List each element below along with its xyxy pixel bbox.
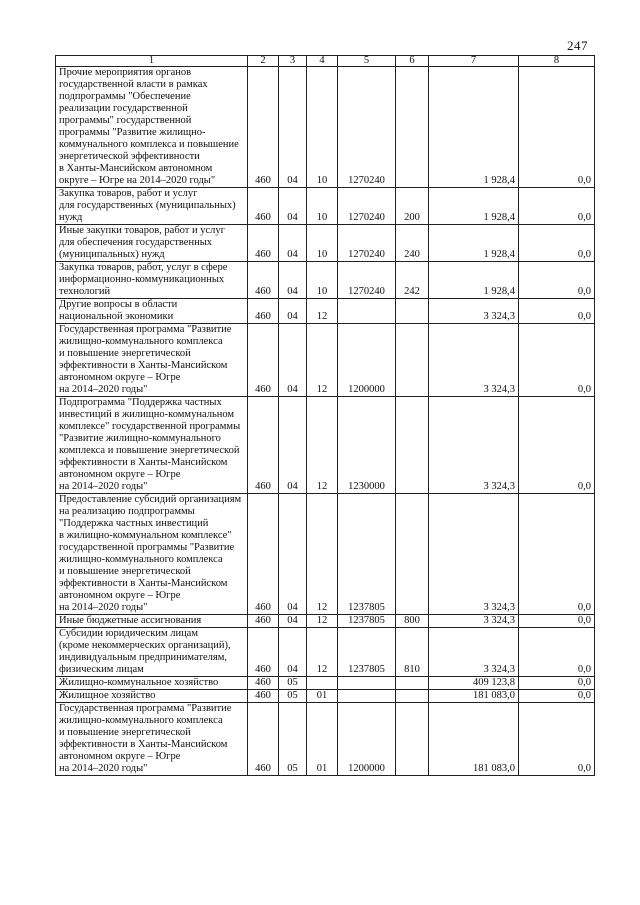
amount-extra: 0,0 xyxy=(577,286,591,297)
item-name-cell xyxy=(56,628,248,677)
section-code: 04 xyxy=(287,212,298,223)
target-article-code-cell xyxy=(338,225,396,262)
amount: 3 324,3 xyxy=(483,384,515,395)
target-article-code-cell xyxy=(338,690,396,703)
table-row xyxy=(56,628,595,677)
target-article-code: 1270240 xyxy=(348,249,385,260)
target-article-code-cell xyxy=(338,677,396,690)
ministry-code-cell xyxy=(248,188,279,225)
target-article-code-cell xyxy=(338,628,396,677)
subsection-code: 10 xyxy=(316,249,328,260)
table-header-row xyxy=(56,56,595,67)
target-article-code-cell xyxy=(338,67,396,188)
amount-extra: 0,0 xyxy=(577,615,591,626)
amount-cell xyxy=(429,628,519,677)
ministry-code-cell xyxy=(248,225,279,262)
expense-type-code-cell xyxy=(396,690,429,703)
item-name-cell xyxy=(56,262,248,299)
amount-extra: 0,0 xyxy=(577,249,591,260)
amount: 3 324,3 xyxy=(483,311,515,322)
target-article-code: 1200000 xyxy=(348,384,385,395)
subsection-code: 01 xyxy=(316,690,328,701)
ministry-code-cell xyxy=(248,262,279,299)
target-article-code: 1270240 xyxy=(348,212,385,223)
section-code: 05 xyxy=(287,763,298,774)
amount: 1 928,4 xyxy=(483,286,515,297)
expense-type-code: 242 xyxy=(404,286,420,297)
column-header: 3 xyxy=(279,56,307,67)
amount: 1 928,4 xyxy=(483,175,515,186)
subsection-code-cell xyxy=(307,324,338,397)
ministry-code: 460 xyxy=(255,615,271,626)
expense-type-code-cell xyxy=(396,677,429,690)
amount-extra: 0,0 xyxy=(577,481,591,492)
target-article-code-cell xyxy=(338,299,396,324)
section-code: 04 xyxy=(287,286,298,297)
section-code-cell xyxy=(279,67,307,188)
section-code-cell xyxy=(279,677,307,690)
subsection-code-cell xyxy=(307,690,338,703)
table-row xyxy=(56,690,595,703)
amount-extra-cell xyxy=(519,615,595,628)
amount-extra-cell xyxy=(519,188,595,225)
item-name: Иные закупки товаров, работ и услуг для обеспечения государственных (муниципальных) нужд xyxy=(59,225,225,260)
expense-type-code-cell xyxy=(396,188,429,225)
item-name-cell xyxy=(56,677,248,690)
item-name-cell xyxy=(56,397,248,494)
section-code-cell xyxy=(279,397,307,494)
section-code-cell xyxy=(279,615,307,628)
amount-cell xyxy=(429,690,519,703)
section-code-cell xyxy=(279,299,307,324)
amount-extra-cell xyxy=(519,677,595,690)
item-name: Подпрограмма "Поддержка частных инвестиций в жилищно-коммунальном комплексе" государственной программы "Развитие жилищно-коммунального комплекса и повышение энергетической эффективности в Ханты-Мансийском автономном округе – Югре на 2014–2020 годы" xyxy=(59,397,241,492)
target-article-code-cell xyxy=(338,397,396,494)
expense-type-code-cell xyxy=(396,703,429,776)
subsection-code: 12 xyxy=(316,481,328,492)
expense-type-code-cell xyxy=(396,324,429,397)
subsection-code: 10 xyxy=(316,175,328,186)
amount-cell xyxy=(429,615,519,628)
item-name: Предоставление субсидий организациям на реализацию подпрограммы "Поддержка частных инвестиций в жилищно-коммунальном комплексе" государственной программы "Развитие жилищно-коммунального комплекса и повышение энергетической эффективности в Ханты-Мансийском автономном округе – Югре на 2014–2020 годы" xyxy=(59,494,242,613)
section-code-cell xyxy=(279,188,307,225)
amount-extra-cell xyxy=(519,262,595,299)
section-code: 04 xyxy=(287,602,298,613)
amount-cell xyxy=(429,225,519,262)
amount-extra-cell xyxy=(519,225,595,262)
expense-type-code-cell xyxy=(396,67,429,188)
section-code: 04 xyxy=(287,311,298,322)
subsection-code-cell xyxy=(307,67,338,188)
section-code-cell xyxy=(279,262,307,299)
section-code: 05 xyxy=(287,690,298,701)
expense-type-code: 200 xyxy=(404,212,420,223)
amount-extra: 0,0 xyxy=(577,602,591,613)
amount: 3 324,3 xyxy=(483,602,515,613)
item-name-cell xyxy=(56,615,248,628)
section-code: 05 xyxy=(287,677,298,688)
amount-cell xyxy=(429,677,519,690)
item-name: Закупка товаров, работ и услуг для государственных (муниципальных) нужд xyxy=(59,188,236,223)
target-article-code: 1237805 xyxy=(348,602,385,613)
amount: 3 324,3 xyxy=(483,481,515,492)
item-name-cell xyxy=(56,67,248,188)
target-article-code: 1270240 xyxy=(348,175,385,186)
subsection-code: 12 xyxy=(316,384,328,395)
ministry-code-cell xyxy=(248,615,279,628)
table-row xyxy=(56,67,595,188)
ministry-code: 460 xyxy=(255,384,271,395)
ministry-code-cell xyxy=(248,324,279,397)
amount: 1 928,4 xyxy=(483,249,515,260)
amount-extra-cell xyxy=(519,703,595,776)
amount-cell xyxy=(429,262,519,299)
ministry-code-cell xyxy=(248,690,279,703)
amount-cell xyxy=(429,188,519,225)
item-name-cell xyxy=(56,188,248,225)
item-name-cell xyxy=(56,299,248,324)
subsection-code-cell xyxy=(307,677,338,690)
expense-type-code: 240 xyxy=(404,249,420,260)
section-code: 04 xyxy=(287,481,298,492)
table-row xyxy=(56,397,595,494)
table-row xyxy=(56,615,595,628)
subsection-code: 12 xyxy=(316,311,328,322)
subsection-code-cell xyxy=(307,262,338,299)
expense-type-code-cell xyxy=(396,299,429,324)
amount: 3 324,3 xyxy=(483,664,515,675)
section-code-cell xyxy=(279,324,307,397)
target-article-code-cell xyxy=(338,494,396,615)
subsection-code-cell xyxy=(307,703,338,776)
item-name-cell xyxy=(56,703,248,776)
ministry-code-cell xyxy=(248,397,279,494)
ministry-code-cell xyxy=(248,628,279,677)
ministry-code: 460 xyxy=(255,249,271,260)
amount-cell xyxy=(429,397,519,494)
section-code-cell xyxy=(279,703,307,776)
subsection-code-cell xyxy=(307,225,338,262)
ministry-code: 460 xyxy=(255,212,271,223)
table-row xyxy=(56,324,595,397)
amount-extra: 0,0 xyxy=(577,212,591,223)
subsection-code: 12 xyxy=(316,615,328,626)
subsection-code-cell xyxy=(307,628,338,677)
section-code: 04 xyxy=(287,175,298,186)
target-article-code: 1270240 xyxy=(348,286,385,297)
amount-extra: 0,0 xyxy=(577,677,591,688)
table-row xyxy=(56,494,595,615)
table-row xyxy=(56,299,595,324)
column-header: 2 xyxy=(248,56,279,67)
item-name: Иные бюджетные ассигнования xyxy=(59,615,202,626)
table-row xyxy=(56,188,595,225)
amount-cell xyxy=(429,494,519,615)
target-article-code: 1230000 xyxy=(348,481,385,492)
amount-cell xyxy=(429,703,519,776)
amount-extra-cell xyxy=(519,299,595,324)
ministry-code-cell xyxy=(248,494,279,615)
expense-type-code-cell xyxy=(396,225,429,262)
amount: 181 083,0 xyxy=(473,763,515,774)
item-name: Субсидии юридическим лицам (кроме некоммерческих организаций), индивидуальным предпринимателям, физическим лицам xyxy=(59,628,231,675)
amount: 3 324,3 xyxy=(483,615,515,626)
subsection-code-cell xyxy=(307,615,338,628)
ministry-code-cell xyxy=(248,299,279,324)
ministry-code: 460 xyxy=(255,664,271,675)
subsection-code-cell xyxy=(307,397,338,494)
table-row xyxy=(56,225,595,262)
expense-type-code: 800 xyxy=(404,615,420,626)
subsection-code: 12 xyxy=(316,664,328,675)
item-name: Государственная программа "Развитие жилищно-коммунального комплекса и повышение энергетической эффективности в Ханты-Мансийском автономном округе – Югре на 2014–2020 годы" xyxy=(59,703,232,774)
amount-extra-cell xyxy=(519,324,595,397)
column-header: 8 xyxy=(519,56,595,67)
target-article-code-cell xyxy=(338,703,396,776)
expense-type-code-cell xyxy=(396,262,429,299)
target-article-code-cell xyxy=(338,615,396,628)
section-code: 04 xyxy=(287,615,298,626)
item-name-cell xyxy=(56,225,248,262)
column-header: 1 xyxy=(56,56,248,67)
amount-cell xyxy=(429,299,519,324)
amount-cell xyxy=(429,67,519,188)
subsection-code: 12 xyxy=(316,602,328,613)
amount-extra-cell xyxy=(519,67,595,188)
amount-extra: 0,0 xyxy=(577,690,591,701)
table-row xyxy=(56,677,595,690)
item-name-cell xyxy=(56,690,248,703)
ministry-code: 460 xyxy=(255,690,271,701)
subsection-code: 10 xyxy=(316,212,328,223)
subsection-code: 01 xyxy=(316,763,328,774)
expense-type-code: 810 xyxy=(404,664,420,675)
target-article-code-cell xyxy=(338,262,396,299)
expense-type-code-cell xyxy=(396,628,429,677)
amount-cell xyxy=(429,324,519,397)
section-code: 04 xyxy=(287,384,298,395)
amount-extra-cell xyxy=(519,690,595,703)
expense-type-code-cell xyxy=(396,494,429,615)
amount-extra: 0,0 xyxy=(577,311,591,322)
item-name: Другие вопросы в области национальной экономики xyxy=(59,299,178,322)
ministry-code: 460 xyxy=(255,677,271,688)
amount: 181 083,0 xyxy=(473,690,515,701)
target-article-code: 1200000 xyxy=(348,763,385,774)
ministry-code-cell xyxy=(248,677,279,690)
subsection-code-cell xyxy=(307,188,338,225)
amount-extra-cell xyxy=(519,397,595,494)
target-article-code: 1237805 xyxy=(348,615,385,626)
page-number: 247 xyxy=(567,38,588,53)
budget-table xyxy=(55,55,595,776)
amount-extra-cell xyxy=(519,494,595,615)
target-article-code-cell xyxy=(338,324,396,397)
ministry-code: 460 xyxy=(255,175,271,186)
item-name: Закупка товаров, работ, услуг в сфере информационно-коммуникационных технологий xyxy=(59,262,228,297)
table-row xyxy=(56,703,595,776)
subsection-code-cell xyxy=(307,494,338,615)
item-name: Жилищное хозяйство xyxy=(59,690,156,701)
target-article-code: 1237805 xyxy=(348,664,385,675)
column-header: 5 xyxy=(338,56,396,67)
ministry-code: 460 xyxy=(255,602,271,613)
section-code-cell xyxy=(279,494,307,615)
amount-extra: 0,0 xyxy=(577,175,591,186)
section-code-cell xyxy=(279,225,307,262)
expense-type-code-cell xyxy=(396,615,429,628)
item-name: Прочие мероприятия органов государственной власти в рамках подпрограммы "Обеспечение реализации государственной программы" государственной программы "Развитие жилищно- коммунального комплекса и повышение энергетической эффективности в Ханты-Мансийском автономном округе – Югре на 2014–2020 годы" xyxy=(59,67,239,186)
subsection-code: 10 xyxy=(316,286,328,297)
ministry-code: 460 xyxy=(255,763,271,774)
amount-extra: 0,0 xyxy=(577,664,591,675)
amount-extra: 0,0 xyxy=(577,763,591,774)
amount-extra: 0,0 xyxy=(577,384,591,395)
item-name: Жилищно-коммунальное хозяйство xyxy=(59,677,219,688)
section-code-cell xyxy=(279,690,307,703)
expense-type-code-cell xyxy=(396,397,429,494)
section-code: 04 xyxy=(287,249,298,260)
column-header: 7 xyxy=(429,56,519,67)
ministry-code-cell xyxy=(248,67,279,188)
column-header: 6 xyxy=(396,56,429,67)
ministry-code: 460 xyxy=(255,286,271,297)
table-row xyxy=(56,262,595,299)
ministry-code-cell xyxy=(248,703,279,776)
item-name-cell xyxy=(56,324,248,397)
item-name-cell xyxy=(56,494,248,615)
section-code-cell xyxy=(279,628,307,677)
amount-extra-cell xyxy=(519,628,595,677)
amount: 1 928,4 xyxy=(483,212,515,223)
column-header: 4 xyxy=(307,56,338,67)
item-name: Государственная программа "Развитие жилищно-коммунального комплекса и повышение энергетической эффективности в Ханты-Мансийском автономном округе – Югре на 2014–2020 годы" xyxy=(59,324,232,395)
section-code: 04 xyxy=(287,664,298,675)
ministry-code: 460 xyxy=(255,311,271,322)
target-article-code-cell xyxy=(338,188,396,225)
subsection-code-cell xyxy=(307,299,338,324)
amount: 409 123,8 xyxy=(473,677,515,688)
ministry-code: 460 xyxy=(255,481,271,492)
